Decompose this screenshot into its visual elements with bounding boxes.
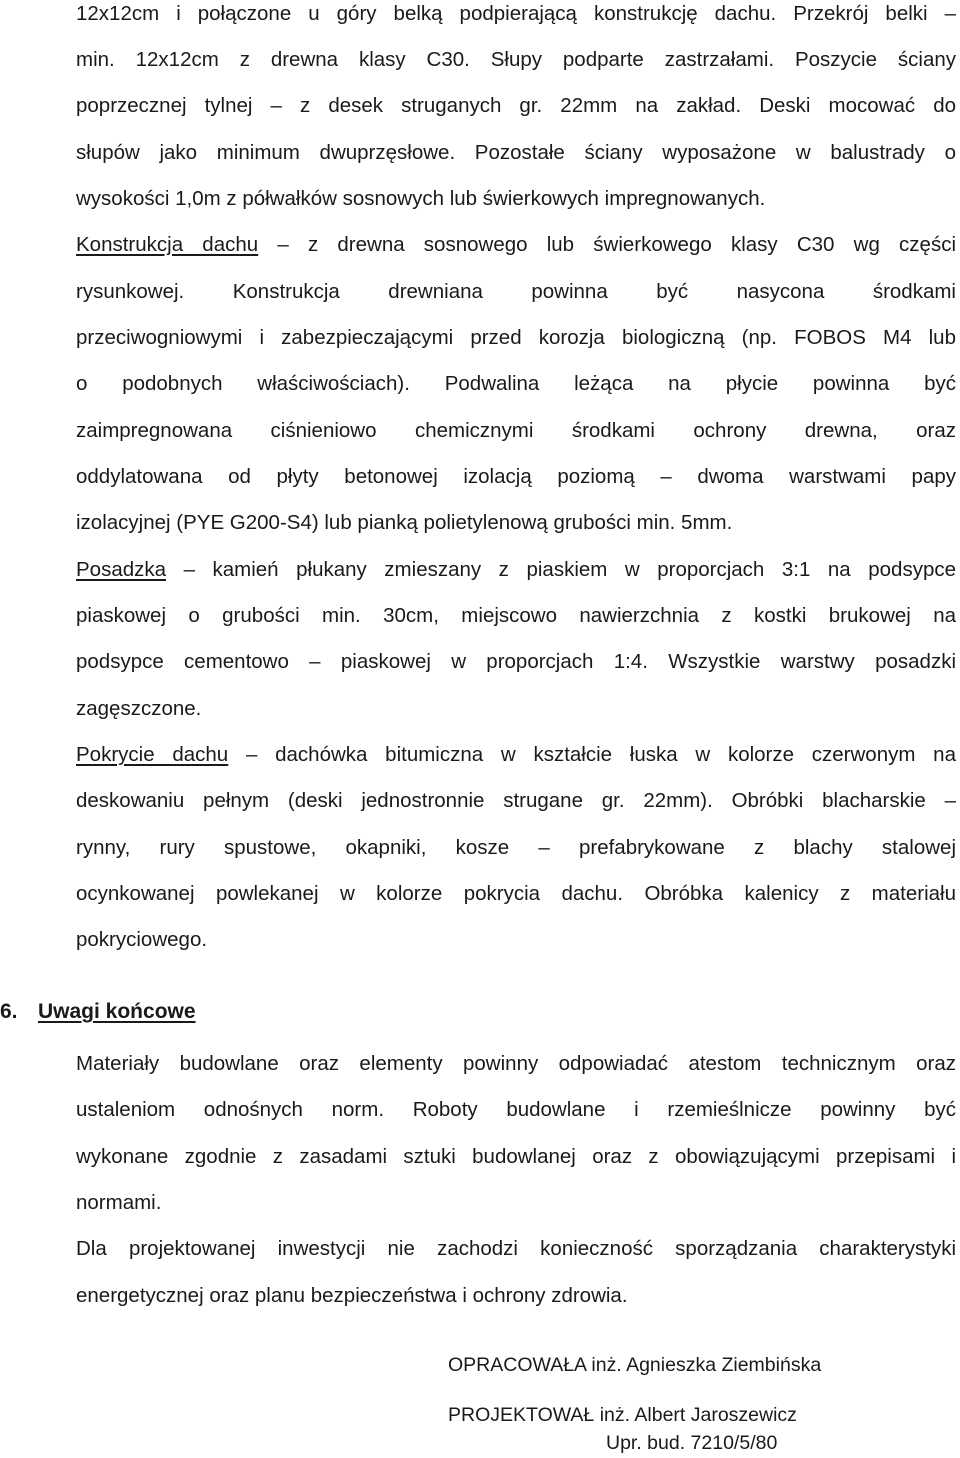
final-line-4: normami. [76,1191,162,1214]
final-line-6: energetycznej oraz planu bezpieczeństwa i ochrony zdrowia. [76,1284,628,1307]
body-line-16: zagęszczone. [76,697,202,720]
body-line-21: pokryciowego. [76,928,208,951]
body-line-1: 12x12cm i połączone u góry belką podpierającą konstrukcję dachu. Przekrój belki – [76,2,956,25]
body-line-10: zaimpregnowana ciśnieniowo chemicznymi środkami ochrony drewna, oraz [76,419,956,442]
body-line-7: rysunkowej. Konstrukcja drewniana powinna być nasycona środkami [76,280,956,303]
body-line-2: min. 12x12cm z drewna klasy C30. Słupy podparte zastrzałami. Poszycie ściany [76,48,956,71]
body-line-11: oddylatowana od płyty betonowej izolacją poziomą – dwoma warstwami papy [76,465,956,488]
roof-covering-text: – dachówka bitumiczna w kształcie łuska w kolorze czerwonym na [228,743,956,766]
final-line-3: wykonane zgodnie z zasadami sztuki budowlanej oraz z obowiązującymi przepisami i [76,1145,956,1168]
body-line-3: poprzecznej tylnej – z desek struganych gr. 22mm na zakład. Deski mocować do [76,94,956,117]
roof-structure-line [76,231,956,259]
section-title: Uwagi końcowe [38,1000,196,1023]
final-line-2: ustaleniom odnośnych norm. Roboty budowlane i rzemieślnicze powinny być [76,1098,956,1121]
body-line-15: podsypce cementowo – piaskowej w proporcjach 1:4. Wszystkie warstwy posadzki [76,650,956,673]
body-line-14: piaskowej o grubości min. 30cm, miejscowo nawierzchnia z kostki brukowej na [76,604,956,627]
roof-covering-heading: Pokrycie dachu [76,743,229,766]
floor-text: – kamień płukany zmieszany z piaskiem w proporcjach 3:1 na podsypce [166,558,956,581]
final-line-5: Dla projektowanej inwestycji nie zachodzi konieczność sporządzania charakterystyki [76,1237,956,1260]
floor-line [76,556,956,584]
body-line-19: rynny, rury spustowe, okapniki, kosze – prefabrykowane z blachy stalowej [76,836,956,859]
prepared-by: OPRACOWAŁA inż. Agnieszka Ziembińska [448,1354,822,1376]
section-number: 6. [0,1000,18,1023]
body-line-8: przeciwogniowymi i zabezpieczającymi przed korozja biologiczną (np. FOBOS M4 lub [76,326,956,349]
final-line-1: Materiały budowlane oraz elementy powinny odpowiadać atestom technicznym oraz [76,1052,956,1075]
body-line-12: izolacyjnej (PYE G200-S4) lub pianką polietylenową grubości min. 5mm. [76,511,733,534]
body-line-9: o podobnych właściwościach). Podwalina leżąca na płycie powinna być [76,372,956,395]
floor-heading: Posadzka [76,558,167,581]
roof-covering-line [76,741,956,769]
body-line-4: słupów jako minimum dwuprzęsłowe. Pozostałe ściany wyposażone w balustrady o [76,141,956,164]
body-line-20: ocynkowanej powlekanej w kolorze pokrycia dachu. Obróbka kalenicy z materiału [76,882,956,905]
body-line-5: wysokości 1,0m z półwałków sosnowych lub świerkowych impregnowanych. [76,187,766,210]
license-number: Upr. bud. 7210/5/80 [606,1432,778,1454]
roof-structure-heading: Konstrukcja dachu [76,233,259,256]
body-line-18: deskowaniu pełnym (deski jednostronnie strugane gr. 22mm). Obróbki blacharskie – [76,789,956,812]
roof-structure-text: – z drewna sosnowego lub świerkowego klasy C30 wg części [258,233,956,256]
designed-by: PROJEKTOWAŁ inż. Albert Jaroszewicz [448,1404,797,1426]
